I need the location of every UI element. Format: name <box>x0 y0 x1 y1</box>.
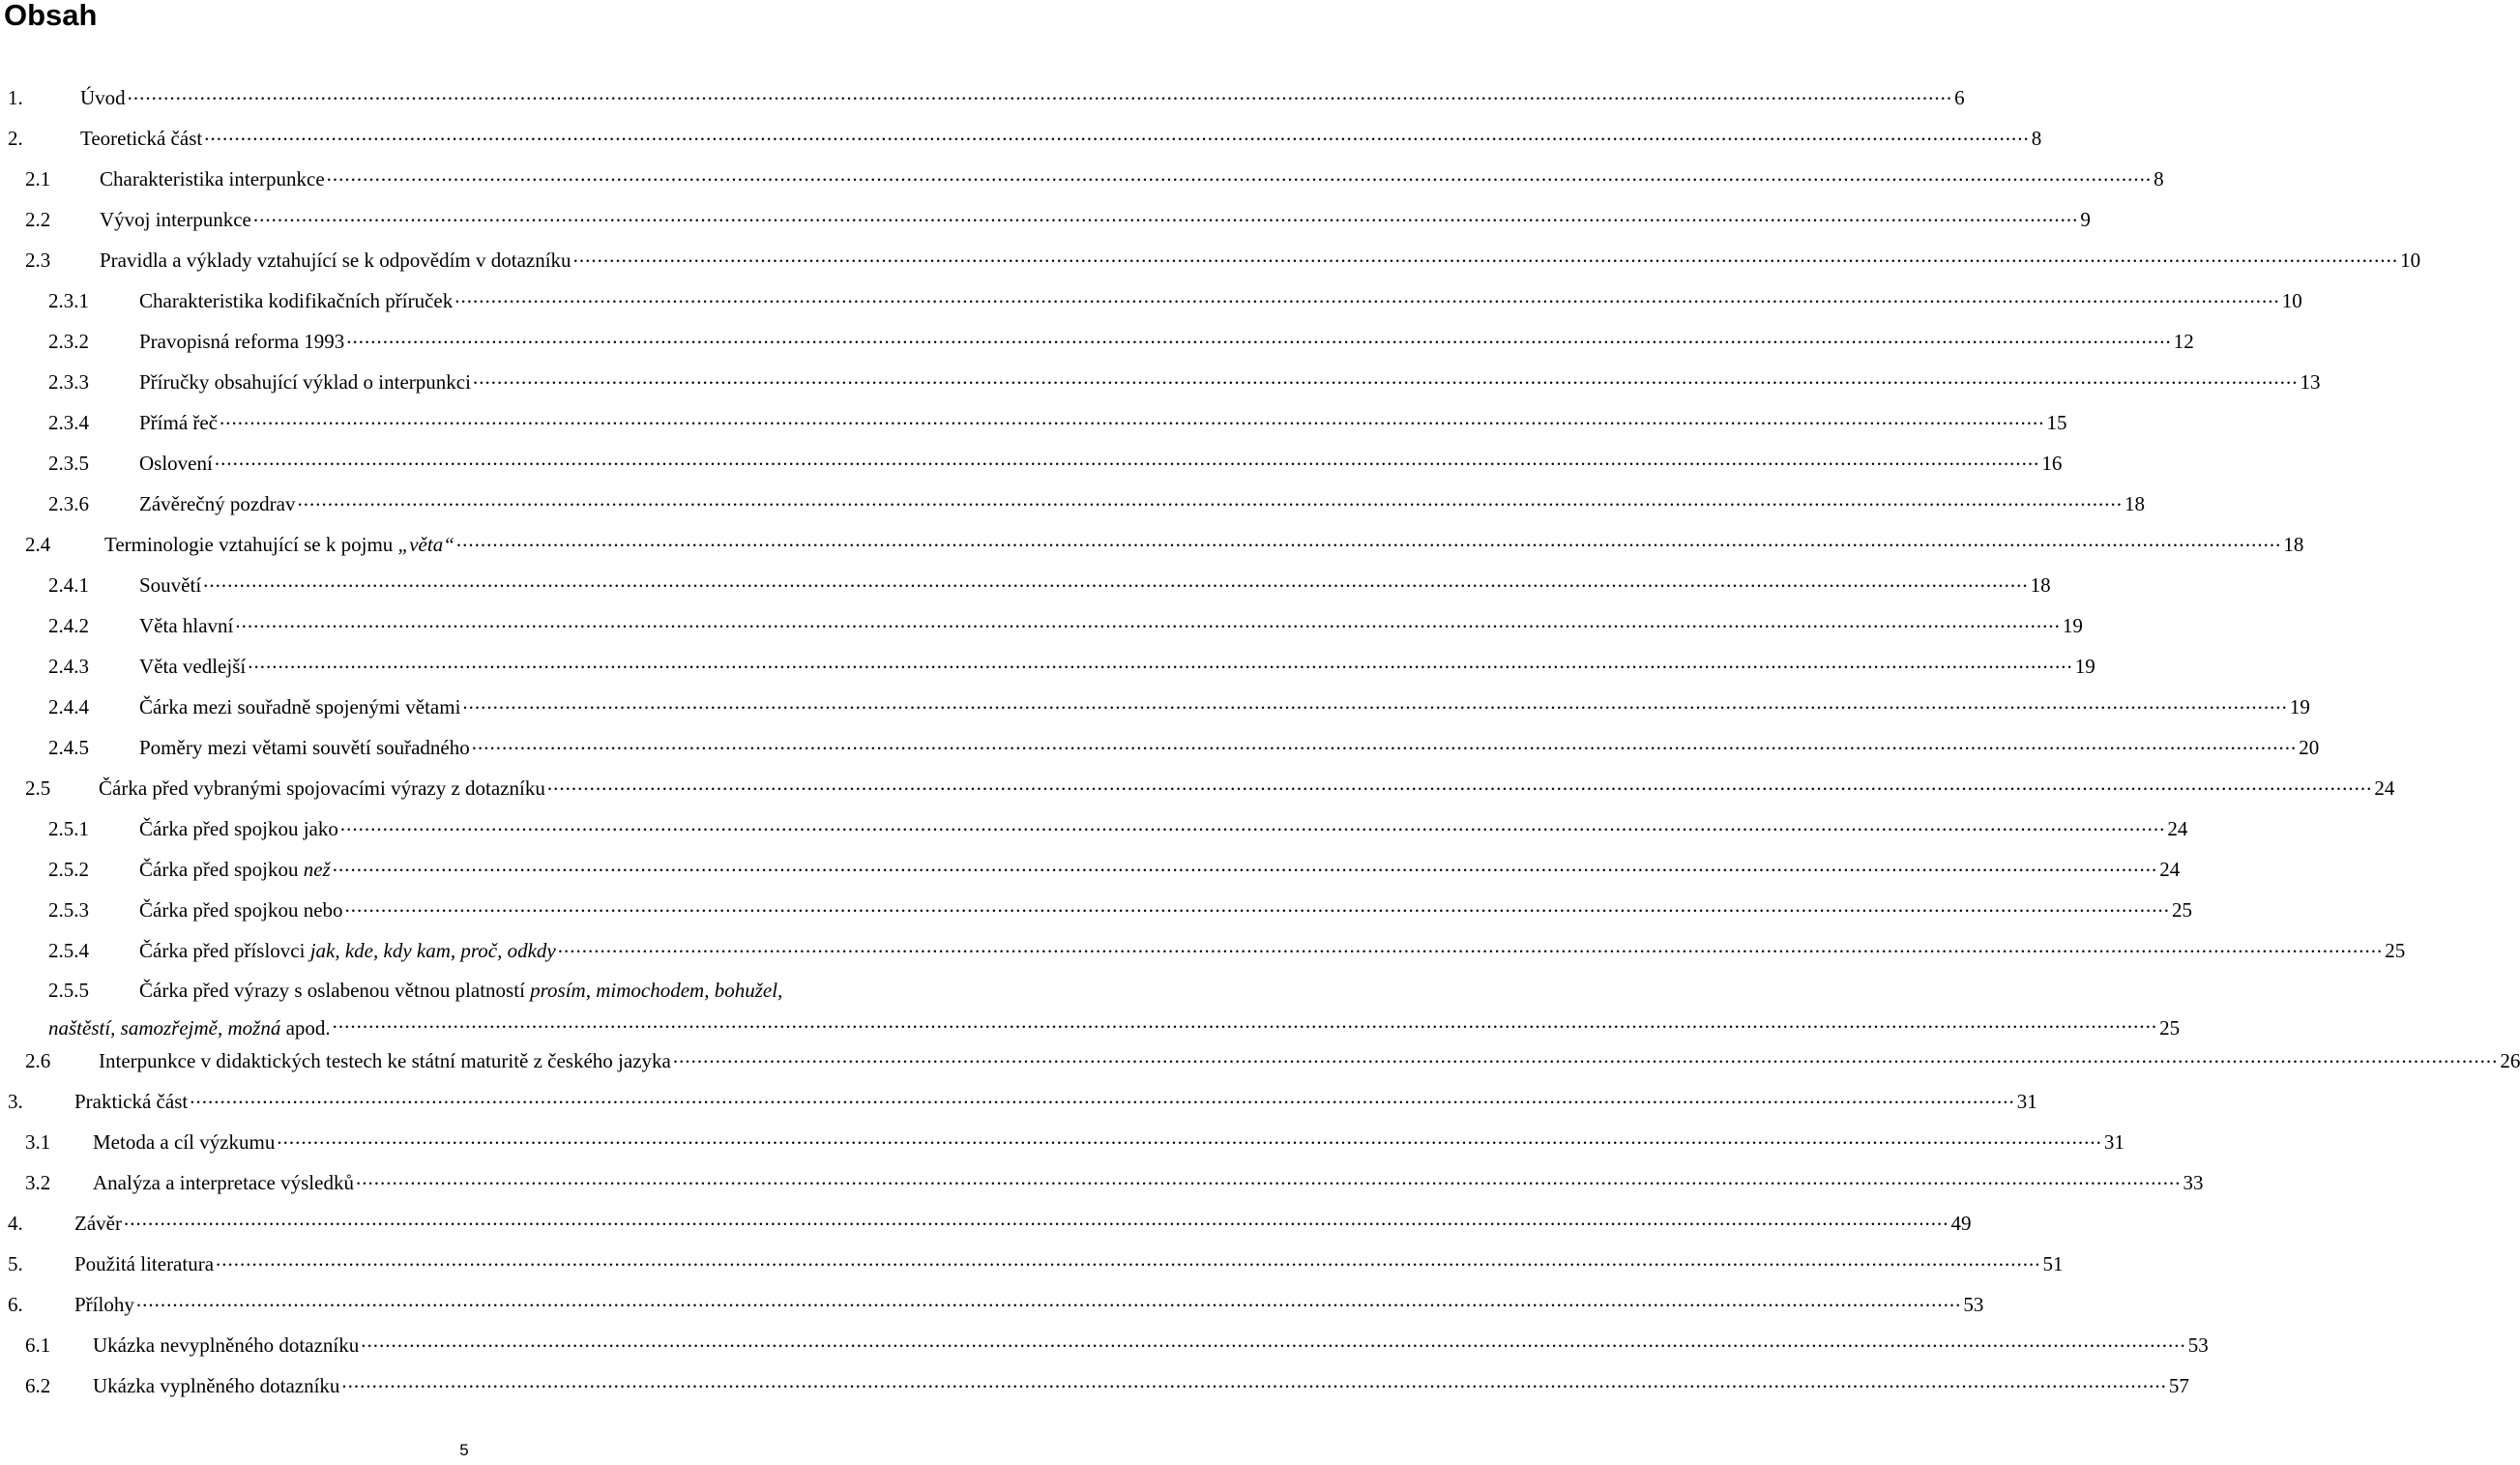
toc-entry-number: 2.5.3 <box>48 898 89 922</box>
toc-entry-number: 2.4.5 <box>48 736 89 759</box>
dot-leader: .............................................................................................................................................................................................................................................................................................................. <box>190 1085 2015 1108</box>
toc-entry-number: 2.5.4 <box>48 939 89 962</box>
toc-entry-page: 57 <box>2168 1374 2189 1397</box>
toc-entry[interactable] <box>25 1044 2520 1073</box>
toc-entry-number: 5. <box>8 1252 23 1275</box>
toc-entry-number: 2.4.1 <box>48 573 89 597</box>
dot-leader: .............................................................................................................................................................................................................................................................................................................. <box>235 609 2061 632</box>
toc-entry-title: Čárka před příslovci <box>139 939 306 962</box>
toc-entry-page: 9 <box>2080 208 2091 231</box>
dot-leader: .............................................................................................................................................................................................................................................................................................................. <box>471 731 2298 754</box>
toc-entry-number: 2.4.2 <box>48 614 89 637</box>
toc-entry-page: 26 <box>2500 1049 2520 1072</box>
toc-entry-page: 12 <box>2173 330 2194 353</box>
toc-entry-2-5-5[interactable] <box>48 975 2181 1043</box>
dot-leader: .............................................................................................................................................................................................................................................................................................................. <box>204 122 2030 145</box>
toc-entry-title: Interpunkce v didaktických testech ke státní maturitě z českého jazyka <box>99 1049 671 1072</box>
dot-leader: .............................................................................................................................................................................................................................................................................................................. <box>332 853 2158 876</box>
toc-entry-number: 2.3 <box>25 249 51 272</box>
toc-entry-title-italic: jak, kde, kdy kam, proč, odkdy <box>309 939 556 962</box>
toc-entry-page: 24 <box>2159 858 2181 881</box>
toc-entry-number: 2.4.3 <box>48 655 89 678</box>
toc-entry[interactable] <box>48 284 2302 313</box>
toc-entry-number: 2.3.4 <box>48 411 89 434</box>
toc-entry-title: Souvětí <box>139 573 202 597</box>
toc-entry-title: Čárka mezi souřadně spojenými větami <box>139 695 461 718</box>
toc-entry-number: 6.1 <box>25 1333 51 1357</box>
dot-leader: .............................................................................................................................................................................................................................................................................................................. <box>252 203 2079 226</box>
toc-entry[interactable] <box>48 487 2145 516</box>
toc-entry[interactable] <box>8 1288 1984 1317</box>
toc-entry[interactable] <box>48 690 2310 719</box>
toc-entry-page: 31 <box>2016 1090 2037 1113</box>
toc-entry-title: Čárka před spojkou nebo <box>139 898 343 922</box>
toc-entry-number: 3.1 <box>25 1130 51 1154</box>
dot-leader: .............................................................................................................................................................................................................................................................................................................. <box>203 569 2029 592</box>
dot-leader: .............................................................................................................................................................................................................................................................................................................. <box>572 244 2399 267</box>
toc-entry-page: 19 <box>2074 655 2095 678</box>
dot-leader: .............................................................................................................................................................................................................................................................................................................. <box>332 1010 2158 1033</box>
dot-leader: .............................................................................................................................................................................................................................................................................................................. <box>472 366 2299 389</box>
dot-leader: .............................................................................................................................................................................................................................................................................................................. <box>248 650 2073 673</box>
toc-entry-number: 2.5.5 <box>48 979 89 1002</box>
toc-entry-title: Úvod <box>80 86 126 109</box>
toc-entry[interactable] <box>25 1166 2204 1195</box>
toc-entry[interactable] <box>48 406 2067 435</box>
toc-entry-page: 19 <box>2289 695 2310 718</box>
dot-leader: .............................................................................................................................................................................................................................................................................................................. <box>361 1329 2186 1352</box>
dot-leader: .............................................................................................................................................................................................................................................................................................................. <box>346 325 2172 348</box>
toc-entry[interactable] <box>48 609 2083 638</box>
toc-entry-page: 53 <box>2187 1333 2209 1357</box>
dot-leader: .............................................................................................................................................................................................................................................................................................................. <box>214 447 2040 470</box>
page-number: 5 <box>459 1441 469 1459</box>
dot-leader: .............................................................................................................................................................................................................................................................................................................. <box>339 812 2166 835</box>
toc-entry[interactable] <box>25 528 2304 557</box>
toc-entry[interactable] <box>8 81 1965 110</box>
toc-entry-title: Přílohy <box>74 1293 134 1316</box>
toc-entry-page: 53 <box>1963 1293 1984 1316</box>
toc-entry[interactable] <box>48 366 2321 395</box>
toc-entry[interactable] <box>48 853 2181 882</box>
toc-entry-number: 2. <box>8 127 23 150</box>
dot-leader: .............................................................................................................................................................................................................................................................................................................. <box>216 1247 2041 1271</box>
toc-entry[interactable] <box>8 1207 1972 1236</box>
toc-entry-page: 49 <box>1950 1212 1972 1235</box>
dot-leader: .............................................................................................................................................................................................................................................................................................................. <box>123 1207 1949 1230</box>
toc-entry-title: Přímá řeč <box>139 411 219 434</box>
toc-entry-title: Metoda a cíl výzkumu <box>93 1130 276 1154</box>
toc-entry-page: 15 <box>2046 411 2067 434</box>
toc-entry-page: 10 <box>2400 249 2421 272</box>
toc-entry-title: Pravopisná reforma 1993 <box>139 330 345 353</box>
toc-entry[interactable] <box>8 1247 2064 1276</box>
dot-leader: .............................................................................................................................................................................................................................................................................................................. <box>341 1369 2167 1392</box>
toc-entry-title: Praktická část <box>74 1090 189 1113</box>
toc-entry-number: 2.4 <box>25 533 51 556</box>
dot-leader: .............................................................................................................................................................................................................................................................................................................. <box>557 934 2384 957</box>
dot-leader: .............................................................................................................................................................................................................................................................................................................. <box>546 772 2373 795</box>
toc-entry-title: Věta hlavní <box>139 614 234 637</box>
toc-heading: Obsah <box>4 0 98 32</box>
toc-entry-number: 4. <box>8 1212 23 1235</box>
toc-entry[interactable] <box>48 934 2406 963</box>
toc-entry-page: 10 <box>2281 289 2302 312</box>
toc-entry[interactable] <box>48 569 2051 598</box>
dot-leader: .............................................................................................................................................................................................................................................................................................................. <box>672 1044 2499 1068</box>
toc-entry-number: 2.3.2 <box>48 330 89 353</box>
toc-entry-title: Vývoj interpunkce <box>100 208 251 231</box>
toc-entry[interactable] <box>8 122 2042 151</box>
toc-entry-page: 18 <box>2124 492 2145 515</box>
toc-entry-title: Ukázka nevyplněného dotazníku <box>93 1333 360 1357</box>
toc-entry-title-italic: prosím, mimochodem, bohužel, <box>530 979 783 1002</box>
toc-entry-number: 1. <box>8 86 23 109</box>
toc-entry-number: 2.3.3 <box>48 370 89 394</box>
dot-leader: .............................................................................................................................................................................................................................................................................................................. <box>355 1166 2182 1189</box>
toc-entry-number: 2.4.4 <box>48 695 89 718</box>
toc-entry-number: 6.2 <box>25 1374 51 1397</box>
toc-entry-title-italic-cont: naštěstí, samozřejmě, možná <box>48 1016 281 1040</box>
toc-entry[interactable] <box>25 772 2395 801</box>
dot-leader: .............................................................................................................................................................................................................................................................................................................. <box>462 690 2288 714</box>
toc-entry-title: Teoretická část <box>80 127 203 150</box>
toc-entry[interactable] <box>25 203 2091 232</box>
toc-entry-title: Čárka před vybranými spojovacími výrazy z dotazníku <box>99 776 545 800</box>
dot-leader: .............................................................................................................................................................................................................................................................................................................. <box>297 487 2123 511</box>
toc-entry-title: Závěr <box>74 1212 122 1235</box>
toc-entry-page: 51 <box>2042 1252 2064 1275</box>
toc-entry-title: Věta vedlejší <box>139 655 247 678</box>
toc-entry-page: 25 <box>2172 898 2193 922</box>
toc-entry-page: 6 <box>1954 86 1965 109</box>
toc-entry-number: 3.2 <box>25 1171 51 1194</box>
toc-entry-number: 2.2 <box>25 208 51 231</box>
toc-entry-page: 13 <box>2300 370 2321 394</box>
toc-entry[interactable] <box>48 731 2320 760</box>
toc-entry-page: 8 <box>2031 127 2042 150</box>
toc-entry-number: 2.3.1 <box>48 289 89 312</box>
toc-entry-title: Oslovení <box>139 452 213 475</box>
toc-entry-number: 2.6 <box>25 1049 51 1072</box>
toc-entry-title: Analýza a interpretace výsledků <box>93 1171 354 1194</box>
toc-entry-title-tail: apod. <box>285 1016 331 1040</box>
toc-entry-page: 24 <box>2167 817 2188 840</box>
toc-entry[interactable] <box>25 1329 2209 1358</box>
toc-entry-title: Poměry mezi větami souvětí souřadného <box>139 736 470 759</box>
dot-leader: .............................................................................................................................................................................................................................................................................................................. <box>127 81 1953 104</box>
toc-entry-title: Čárka před výrazy s oslabenou větnou platností <box>139 979 525 1002</box>
toc-entry-page: 25 <box>2385 939 2406 962</box>
toc-entry-number: 3. <box>8 1090 23 1113</box>
toc-entry-title: Charakteristika interpunkce <box>100 167 325 190</box>
toc-entry-title-italic: „věta“ <box>397 533 454 556</box>
toc-entry[interactable] <box>8 1085 2037 1114</box>
toc-entry-page: 25 <box>2159 1016 2181 1040</box>
toc-entry-title: Charakteristika kodifikačních příruček <box>139 289 454 312</box>
toc-entry-page: 8 <box>2154 167 2164 190</box>
toc-entry[interactable] <box>48 325 2194 354</box>
toc-entry-title: Závěrečný pozdrav <box>139 492 296 515</box>
toc-entry-number: 2.3.5 <box>48 452 89 475</box>
toc-entry[interactable] <box>25 1126 2124 1155</box>
toc-entry-page: 19 <box>2062 614 2083 637</box>
dot-leader: .............................................................................................................................................................................................................................................................................................................. <box>344 894 2171 917</box>
toc-entry-page: 20 <box>2299 736 2320 759</box>
toc-entry-title: Příručky obsahující výklad o interpunkci <box>139 370 471 394</box>
toc-entry-number: 2.3.6 <box>48 492 89 515</box>
toc-entry[interactable] <box>48 894 2193 923</box>
toc-entry[interactable] <box>48 812 2188 841</box>
toc-entry-title: Pravidla a výklady vztahující se k odpovědím v dotazníku <box>100 249 571 272</box>
toc-entry-page: 16 <box>2041 452 2063 475</box>
toc-entry-number: 2.5.1 <box>48 817 89 840</box>
toc-entry-number: 2.1 <box>25 167 51 190</box>
toc-entry-page: 24 <box>2374 776 2395 800</box>
toc-entry[interactable] <box>25 162 2164 191</box>
toc-entry-title-italic: než <box>303 858 331 881</box>
toc-entry-page: 18 <box>2283 533 2304 556</box>
dot-leader: .............................................................................................................................................................................................................................................................................................................. <box>455 528 2282 551</box>
toc-entry[interactable] <box>48 447 2063 476</box>
toc-entry-title: Čárka před spojkou <box>139 858 299 881</box>
dot-leader: .............................................................................................................................................................................................................................................................................................................. <box>135 1288 1962 1311</box>
toc-entry-title: Terminologie vztahující se k pojmu <box>104 533 394 556</box>
toc-entry-title: Ukázka vyplněného dotazníku <box>93 1374 340 1397</box>
toc-entry-number: 6. <box>8 1293 23 1316</box>
toc-entry-page: 33 <box>2183 1171 2204 1194</box>
toc-entry[interactable] <box>25 244 2421 273</box>
toc-entry-title: Použitá literatura <box>74 1252 215 1275</box>
toc-entry[interactable] <box>48 650 2095 679</box>
toc-entry-page: 18 <box>2030 573 2051 597</box>
toc-entry-title: Čárka před spojkou jako <box>139 817 338 840</box>
toc-entry[interactable] <box>25 1369 2189 1398</box>
dot-leader: .............................................................................................................................................................................................................................................................................................................. <box>454 284 2280 308</box>
toc-entry-number: 2.5.2 <box>48 858 89 881</box>
toc-entry-number: 2.5 <box>25 776 51 800</box>
dot-leader: .............................................................................................................................................................................................................................................................................................................. <box>326 162 2153 186</box>
dot-leader: .............................................................................................................................................................................................................................................................................................................. <box>277 1126 2102 1149</box>
dot-leader: .............................................................................................................................................................................................................................................................................................................. <box>220 406 2045 429</box>
toc-entry-page: 31 <box>2103 1130 2124 1154</box>
